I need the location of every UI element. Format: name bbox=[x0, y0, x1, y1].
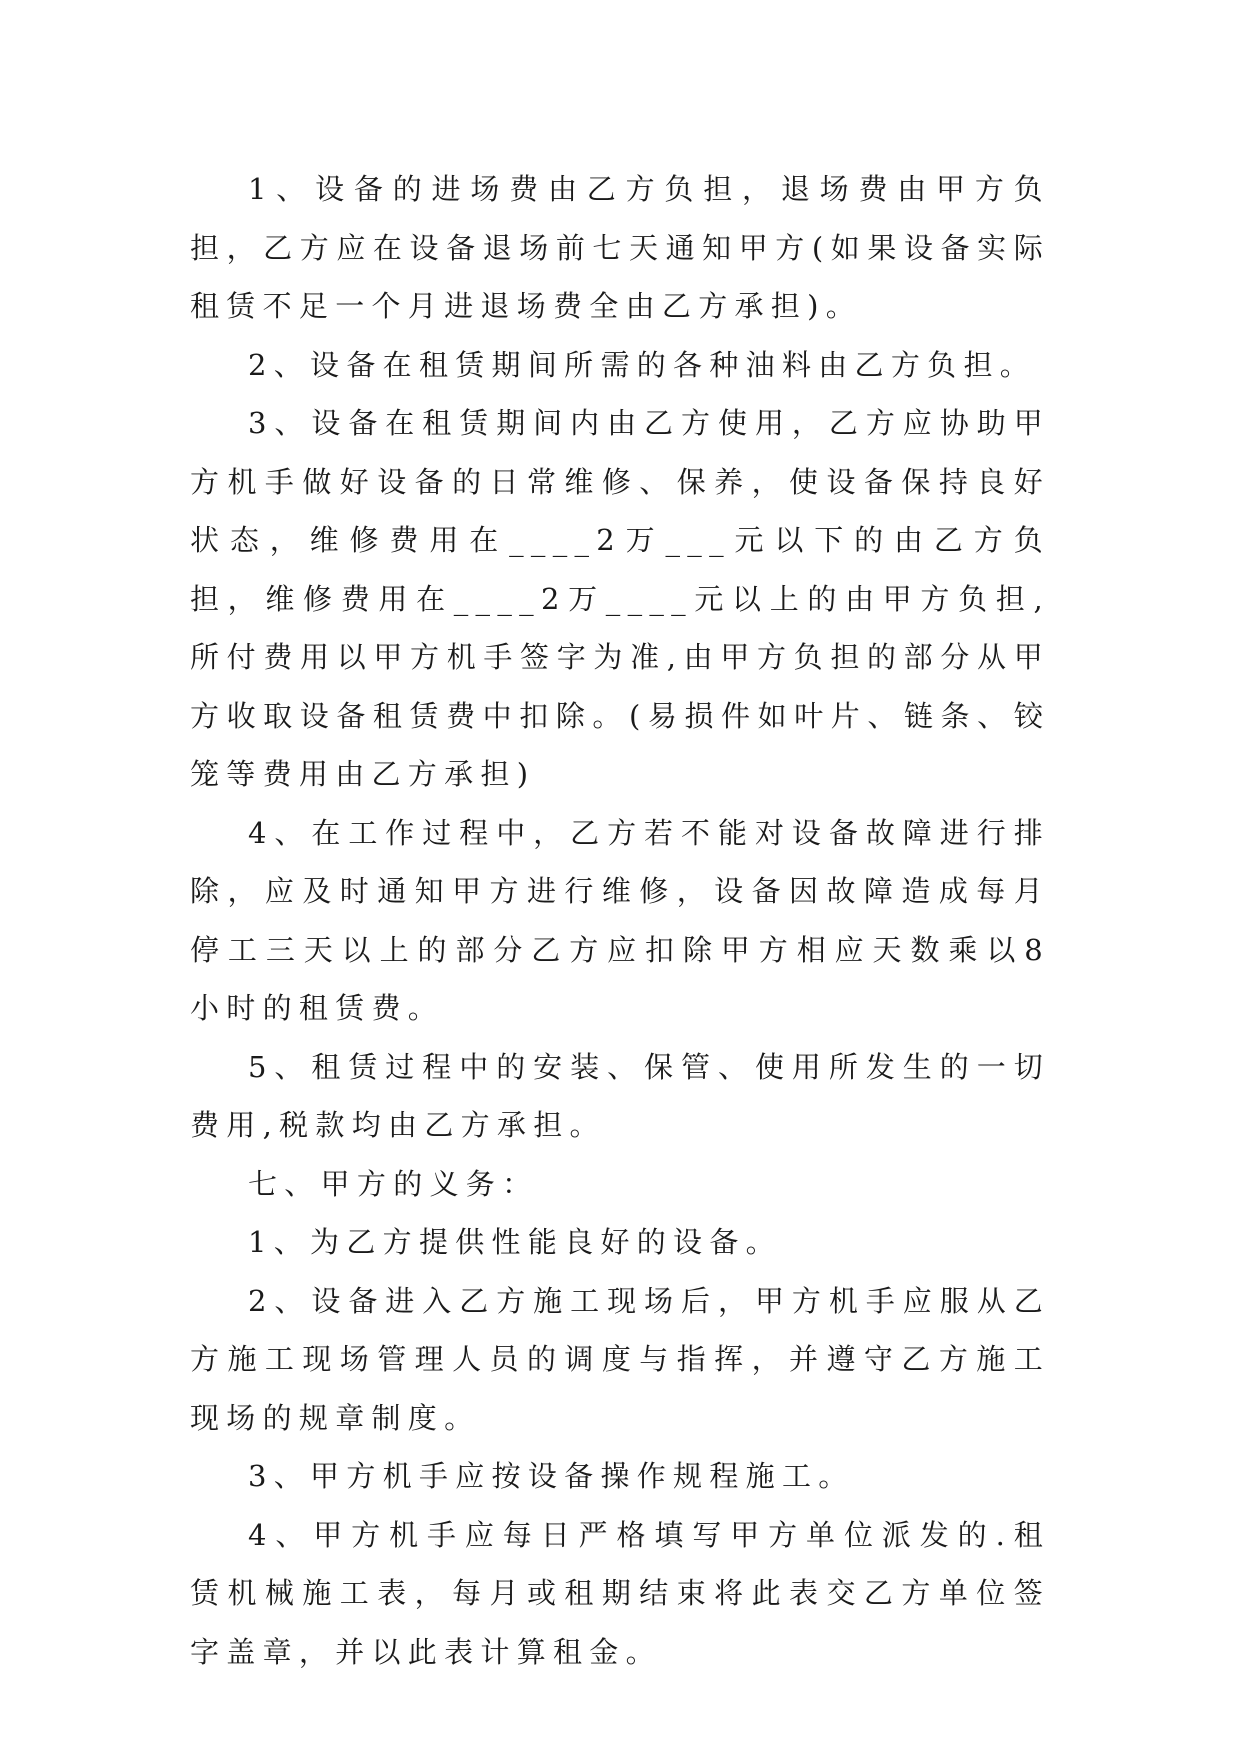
paragraph-fuel: 2、设备在租赁期间所需的各种油料由乙方负担。 bbox=[248, 347, 1037, 382]
paragraph-work-log: 4、甲方机手应每日严格填写甲方单位派发的.租赁机械施工表，每月或租期结束将此表交乙方单位签字盖章，并以此表计算租金。 bbox=[190, 1517, 1050, 1669]
paragraph-entry-fee: 1、设备的进场费由乙方负担，退场费由甲方负担，乙方应在设备退场前七天通知甲方(如果设备实际租赁不足一个月进退场费全由乙方承担)。 bbox=[190, 172, 1050, 323]
paragraph-operating-rules: 3、甲方机手应按设备操作规程施工。 bbox=[248, 1459, 855, 1493]
document-body bbox=[190, 160, 1050, 1681]
paragraph-breakdown: 4、在工作过程中，乙方若不能对设备故障进行排除，应及时通知甲方进行维修，设备因故障造成每月停工三天以上的部分乙方应扣除甲方相应天数乘以8小时的租赁费。 bbox=[190, 815, 1050, 1025]
section-heading-party-a-obligations: 七、甲方的义务： bbox=[248, 1166, 539, 1201]
paragraph-maintenance: 3、设备在租赁期间内由乙方使用，乙方应协助甲方机手做好设备的日常维修、保养，使设备保持良好状态，维修费用在____2万___元以下的由乙方负担，维修费用在____2万____元以上的由甲方负担,所付费用以甲方机手签字为准,由甲方负担的部分从甲方收取设备租赁费中扣除。(易损件如叶片、链条、铰笼等费用由乙方承担) bbox=[190, 406, 1050, 791]
paragraph-provide-equipment: 1、为乙方提供性能良好的设备。 bbox=[248, 1225, 782, 1259]
paragraph-site-rules: 2、设备进入乙方施工现场后，甲方机手应服从乙方施工现场管理人员的调度与指挥，并遵守乙方施工现场的规章制度。 bbox=[190, 1283, 1050, 1435]
paragraph-costs-taxes: 5、租赁过程中的安装、保管、使用所发生的一切费用,税款均由乙方承担。 bbox=[190, 1049, 1050, 1142]
